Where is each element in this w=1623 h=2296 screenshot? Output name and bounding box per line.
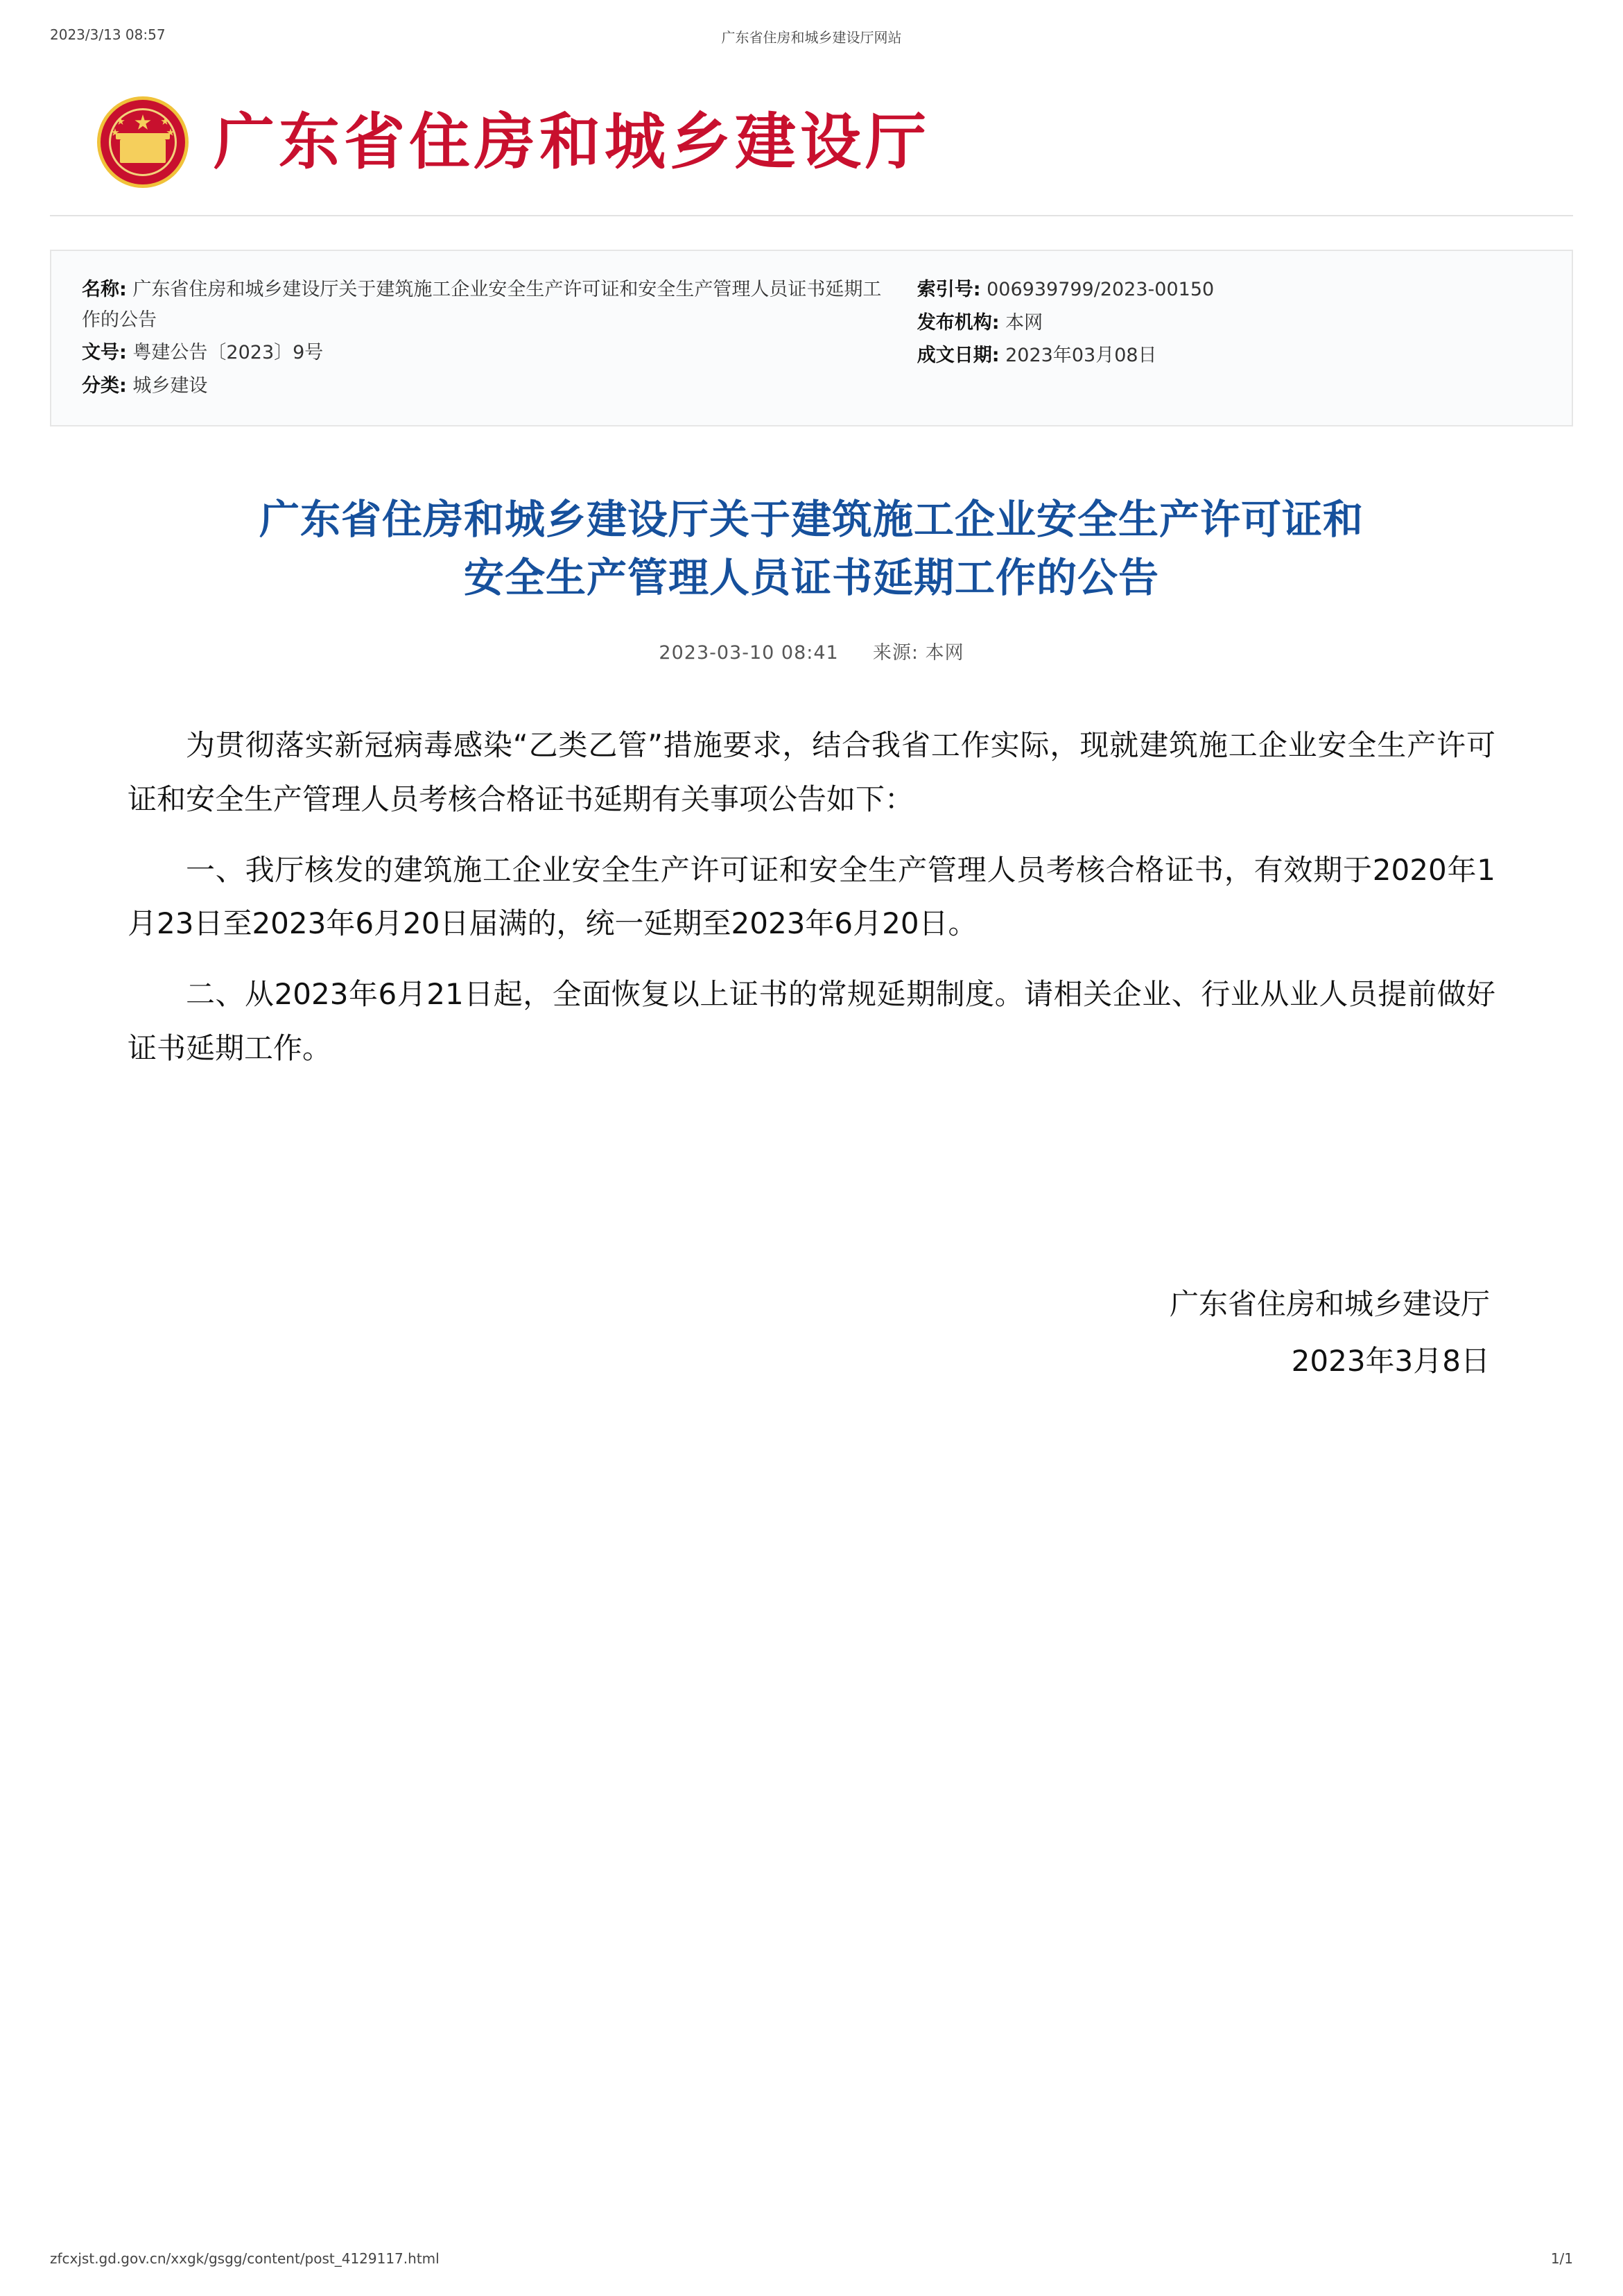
print-header-date: 2023/3/13 08:57: [50, 26, 166, 43]
meta-value-date: 2023年03月08日: [1005, 345, 1157, 367]
print-header: [0, 26, 1623, 47]
site-banner: [50, 69, 1573, 216]
meta-row: [917, 308, 1541, 338]
signature-block: [50, 1276, 1573, 1390]
page-title-line2: 安全生产管理人员证书延期工作的公告: [463, 554, 1159, 602]
print-footer: [0, 2250, 1623, 2271]
meta-label-docnumber: 文号:: [82, 342, 127, 364]
meta-row: [82, 338, 883, 368]
print-footer-pagenum: 1/1: [1550, 2250, 1573, 2267]
print-header-site: 广东省住房和城乡建设厅网站: [721, 29, 902, 46]
meta-value-publisher: 本网: [1005, 311, 1043, 334]
meta-label-publisher: 发布机构:: [917, 311, 1000, 334]
print-footer-url: zfcxjst.gd.gov.cn/xxgk/gsgg/content/post_4129117.html: [50, 2250, 440, 2267]
meta-value-indexnumber: 006939799/2023-00150: [987, 279, 1215, 300]
meta-label-date: 成文日期:: [917, 345, 1000, 367]
article-source: 来源: 本网: [872, 642, 964, 664]
meta-row: [917, 340, 1541, 371]
meta-row: [917, 275, 1541, 305]
document-content: [50, 69, 1573, 1390]
meta-value-docnumber: 粤建公告〔2023〕9号: [132, 342, 324, 364]
meta-row: [82, 275, 883, 335]
meta-value-category: 城乡建设: [132, 375, 208, 397]
document-meta-box: [50, 250, 1573, 426]
site-title: 广东省住房和城乡建设厅: [214, 106, 931, 178]
article-paragraph: 二、从2023年6月21日起，全面恢复以上证书的常规延期制度。请相关企业、行业从业人员提前做好证书延期工作。: [128, 976, 1495, 1065]
article-body: [50, 718, 1573, 1075]
meta-label-name: 名称:: [82, 279, 127, 300]
publish-time: 2023-03-10 08:41: [659, 642, 839, 664]
signature-date: 2023年3月8日: [1291, 1344, 1490, 1379]
meta-value-name: 广东省住房和城乡建设厅关于建筑施工企业安全生产许可证和安全生产管理人员证书延期工作的公告: [82, 279, 882, 331]
article-paragraph: 一、我厅核发的建筑施工企业安全生产许可证和安全生产管理人员考核合格证书，有效期于2020年1月23日至2023年6月20日届满的，统一延期至2023年6月20日。: [128, 852, 1495, 941]
page-title: [91, 490, 1533, 607]
signature-organization: 广东省住房和城乡建设厅: [1169, 1287, 1490, 1322]
article-subline: [50, 637, 1573, 664]
meta-label-category: 分类:: [82, 375, 127, 397]
meta-column-right: [896, 275, 1541, 404]
meta-column-left: [82, 275, 896, 404]
meta-row: [82, 371, 883, 402]
national-emblem-icon: [97, 96, 189, 188]
meta-label-indexnumber: 索引号:: [917, 279, 981, 300]
page-title-line1: 广东省住房和城乡建设厅关于建筑施工企业安全生产许可证和: [259, 495, 1364, 543]
article-paragraph: 为贯彻落实新冠病毒感染“乙类乙管”措施要求，结合我省工作实际，现就建筑施工企业安全生产许可证和安全生产管理人员考核合格证书延期有关事项公告如下：: [128, 728, 1495, 816]
